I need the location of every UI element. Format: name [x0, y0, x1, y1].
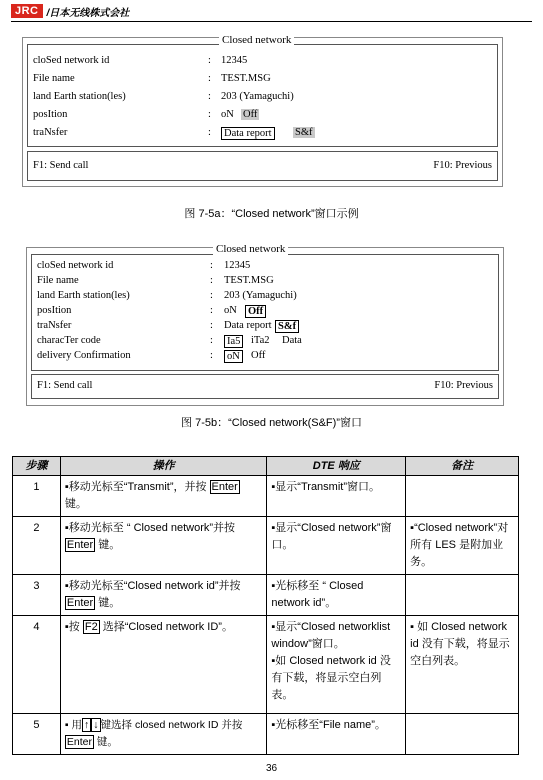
- field-colon: :: [210, 335, 213, 346]
- response-cell: [267, 616, 406, 714]
- header-remarks: 备注: [406, 457, 519, 476]
- field-value: 12345: [224, 260, 251, 271]
- window-footer-frame: [27, 151, 498, 181]
- option-data-report[interactable]: Data report: [221, 127, 275, 140]
- field-value: TEST.MSG: [221, 73, 271, 84]
- field-label: posItion: [37, 305, 72, 316]
- field-colon: :: [210, 350, 213, 361]
- enter-key: Enter: [66, 736, 92, 748]
- operation-cell: [60, 616, 267, 714]
- field-label: cloSed network id: [37, 260, 114, 271]
- operation-text: 键。: [94, 736, 118, 748]
- remarks-cell: [406, 714, 519, 755]
- option-s-and-f[interactable]: S&f: [275, 320, 299, 333]
- table-header-row: [13, 457, 519, 476]
- field-colon: :: [208, 73, 211, 84]
- figure-caption-b: 图 7-5b：“Closed network(S&F)”窗口: [181, 417, 362, 429]
- table-row: [13, 575, 519, 616]
- field-colon: :: [210, 305, 213, 316]
- option-data-report[interactable]: Data report: [224, 320, 272, 331]
- operation-text: 键。: [64, 498, 87, 510]
- operation-cell: [60, 476, 267, 517]
- field-value: 12345: [221, 55, 248, 66]
- field-label: land Earth station(les): [33, 91, 126, 102]
- step-number: 1: [13, 476, 61, 517]
- step-number: 4: [13, 616, 61, 714]
- operation-text: 键选择 closed network ID 并按: [100, 719, 243, 731]
- table-row: [13, 476, 519, 517]
- field-colon: :: [208, 109, 211, 120]
- remarks-cell: ▪ 如 Closed network id 没有下载，将显示空白列表。: [406, 616, 519, 714]
- f10-previous[interactable]: F10: Previous: [433, 160, 492, 171]
- operation-text: ▪移动光标至“Closed network id”并按: [64, 580, 241, 592]
- enter-key: Enter: [66, 597, 94, 609]
- option-on[interactable]: oN: [221, 109, 234, 120]
- table-row: [13, 714, 519, 755]
- window-title: Closed network: [213, 243, 288, 255]
- field-colon: :: [210, 320, 213, 331]
- header-dte-response: DTE 响应: [267, 457, 406, 476]
- operation-text: 键。: [95, 539, 121, 551]
- operation-text: 键。: [95, 597, 121, 609]
- remarks-cell: ▪“Closed network”对所有 LES 是附加业务。: [406, 517, 519, 575]
- field-label: traNsfer: [37, 320, 72, 331]
- f10-previous[interactable]: F10: Previous: [434, 380, 493, 391]
- field-label: File name: [37, 275, 79, 286]
- response-cell: [267, 714, 406, 755]
- option-ia5[interactable]: Ia5: [224, 335, 243, 348]
- procedure-table: [12, 456, 519, 755]
- enter-key: Enter: [211, 481, 238, 493]
- operation-text: ▪ 用: [64, 719, 83, 731]
- field-value: 203 (Yamaguchi): [224, 290, 297, 301]
- table-row: [13, 517, 519, 575]
- field-colon: :: [208, 55, 211, 66]
- field-colon: :: [210, 290, 213, 301]
- field-label: cloSed network id: [33, 55, 110, 66]
- page-header: [11, 3, 129, 19]
- up-arrow-key: ↑: [84, 719, 90, 731]
- option-ita2[interactable]: iTa2: [251, 335, 270, 346]
- f1-send-call[interactable]: F1: Send call: [37, 380, 93, 391]
- operation-text: ▪移动光标至“Transmit”，并按: [64, 481, 210, 493]
- step-number: 3: [13, 575, 61, 616]
- option-off[interactable]: Off: [245, 305, 266, 318]
- field-label: File name: [33, 73, 75, 84]
- option-on[interactable]: oN: [224, 305, 237, 316]
- field-colon: :: [208, 91, 211, 102]
- operation-cell: [60, 714, 267, 755]
- company-name: /日本无线株式会社: [46, 7, 130, 19]
- page-number: 36: [265, 763, 278, 774]
- response-cell: [267, 517, 406, 575]
- remarks-cell: [406, 575, 519, 616]
- f2-key: F2: [84, 621, 98, 633]
- closed-network-window-b: [26, 243, 504, 406]
- operation-cell: [60, 517, 267, 575]
- down-arrow-key: ↓: [93, 719, 99, 731]
- f1-send-call[interactable]: F1: Send call: [33, 160, 89, 171]
- field-label: characTer code: [37, 335, 101, 346]
- header-operation: 操作: [60, 457, 267, 476]
- option-on[interactable]: oN: [224, 350, 243, 363]
- response-text: ▪光标移至 “ Closed network id”。: [271, 580, 364, 609]
- table-row: [13, 616, 519, 714]
- response-text: ▪光标移至“File name”。: [271, 719, 386, 731]
- remarks-cell: [406, 476, 519, 517]
- enter-key: Enter: [66, 539, 94, 551]
- step-number: 5: [13, 714, 61, 755]
- response-cell: [267, 476, 406, 517]
- header-rule: [11, 21, 532, 22]
- field-label: traNsfer: [33, 127, 68, 138]
- operation-text: 选择“Closed network ID”。: [99, 621, 233, 633]
- response-cell: [267, 575, 406, 616]
- operation-cell: [60, 575, 267, 616]
- company-logo: JRC: [11, 4, 43, 18]
- window-title: Closed network: [219, 34, 294, 46]
- operation-text: ▪移动光标至 “ Closed network”并按: [64, 522, 236, 534]
- field-label: land Earth station(les): [37, 290, 130, 301]
- response-text: ▪如 Closed network id 没有下载，将显示空白列表。: [271, 655, 391, 701]
- response-text: ▪显示“Closed network”窗口。: [271, 522, 392, 551]
- field-label: delivery Confirmation: [37, 350, 131, 361]
- field-colon: :: [210, 275, 213, 286]
- window-footer-frame: [31, 374, 499, 399]
- response-text: ▪显示“Closed networklist window”窗口。: [271, 621, 391, 650]
- option-data[interactable]: Data: [282, 335, 302, 346]
- option-off[interactable]: Off: [251, 350, 266, 361]
- option-s-and-f[interactable]: S&f: [295, 127, 313, 138]
- field-value: TEST.MSG: [224, 275, 274, 286]
- step-number: 2: [13, 517, 61, 575]
- operation-text: ▪按: [64, 621, 83, 633]
- field-value: 203 (Yamaguchi): [221, 91, 294, 102]
- field-colon: :: [208, 127, 211, 138]
- closed-network-window-a: [22, 34, 503, 187]
- response-text: ▪显示“Transmit”窗口。: [271, 481, 381, 493]
- header-step: 步骤: [13, 457, 61, 476]
- field-label: posItion: [33, 109, 68, 120]
- option-off[interactable]: Off: [243, 109, 258, 120]
- field-colon: :: [210, 260, 213, 271]
- figure-caption-a: 图 7-5a：“Closed network”窗口示例: [184, 208, 359, 220]
